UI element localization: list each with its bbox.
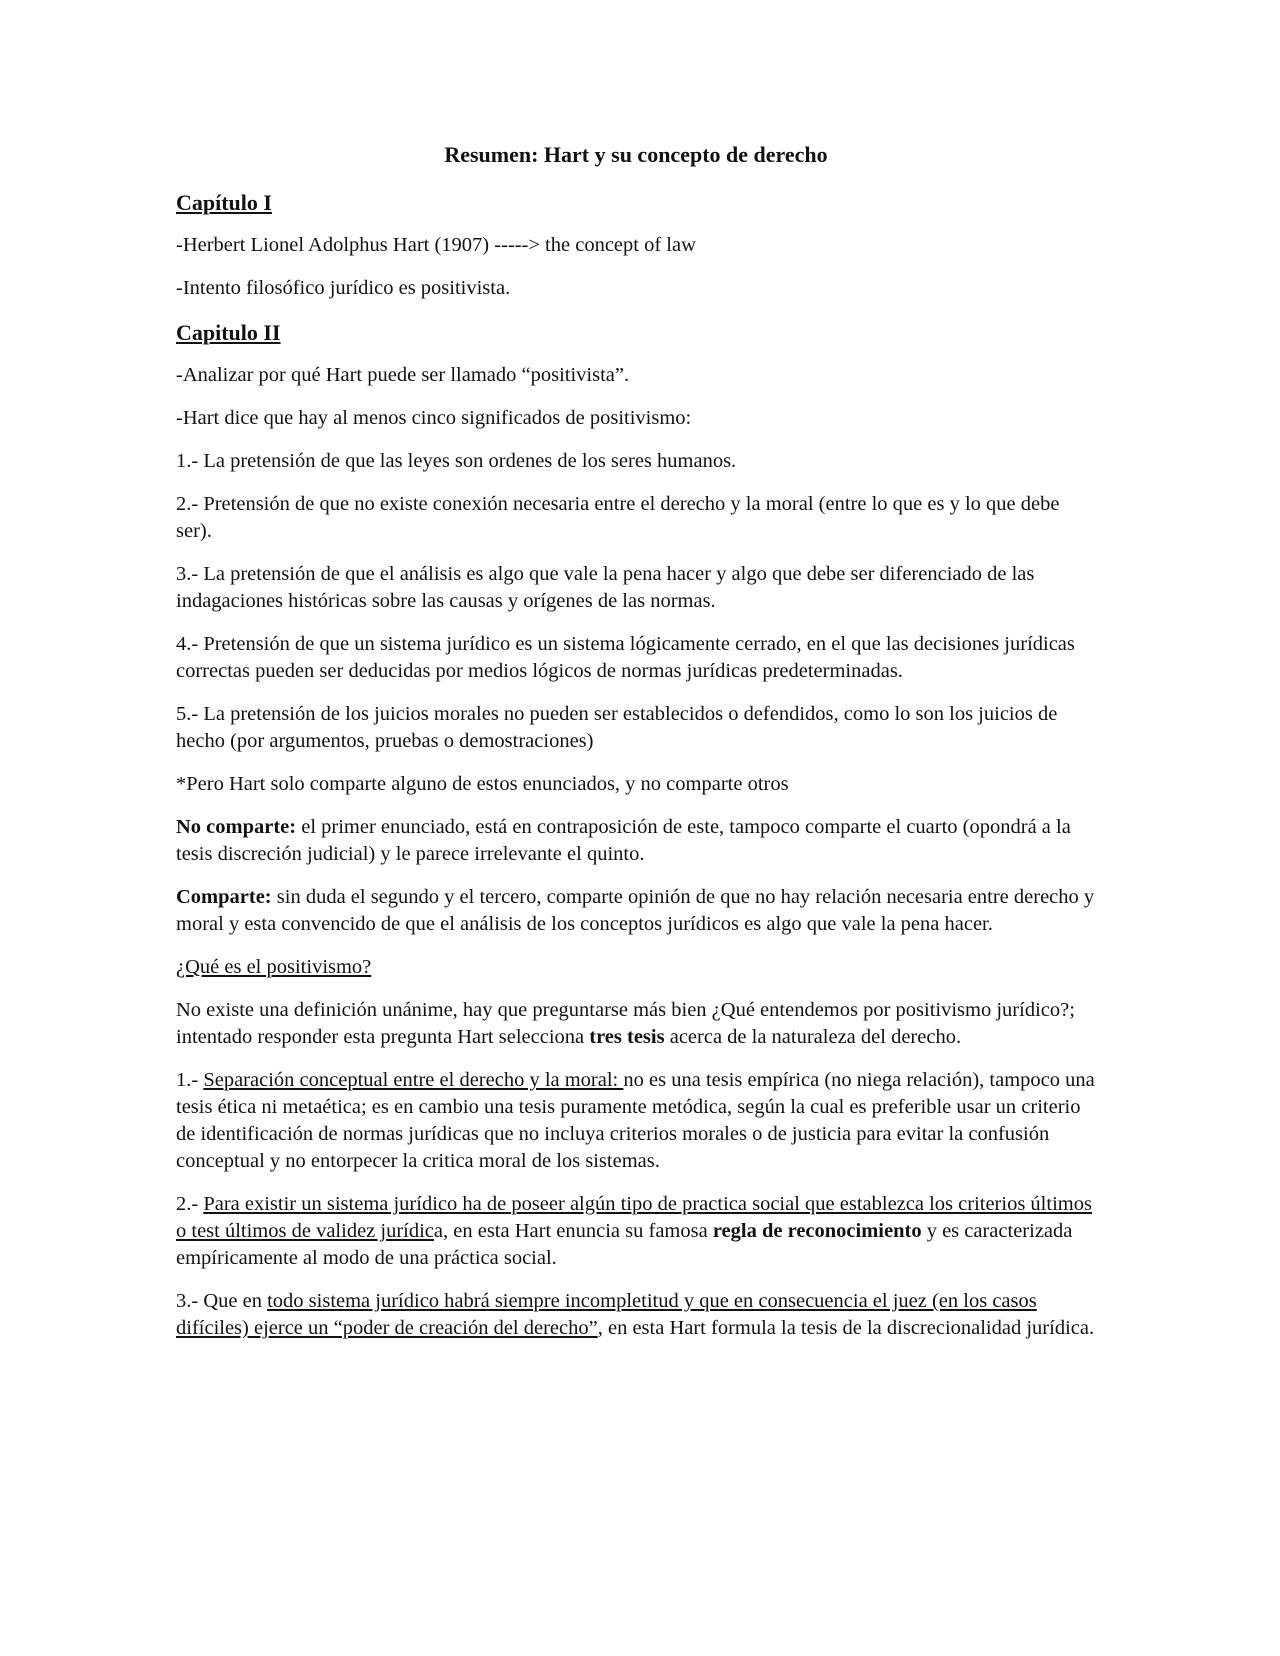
comparte-paragraph — [176, 884, 1096, 938]
document-page — [176, 140, 1096, 1358]
regla-de-reconocimiento-bold: regla de reconocimiento — [712, 1220, 922, 1242]
thesis-2-underlined: Para existir un sistema jurídico ha de poseer algún tipo de practica social que establezca los criterios últimos o test últimos de validez jurídic — [176, 1193, 1092, 1242]
thesis-3-underlined: todo sistema jurídico habrá siempre incompletitud y que en consecuencia el juez (en los casos difíciles) ejerce un “poder de creación del derecho” — [176, 1290, 1037, 1339]
comparte-text: sin duda el segundo y el tercero, comparte opinión de que no hay relación necesaria entre derecho y moral y esta convencido de que el análisis de los conceptos jurídicos es algo que vale la pena hacer. — [176, 886, 1095, 935]
answer-paragraph — [176, 997, 1096, 1051]
thesis-2-text-end: y es caracterizada empíricamente al modo de una práctica social. — [176, 1220, 1073, 1269]
thesis-1-text: no es una tesis empírica (no niega relación), tampoco una tesis ética ni metaética; es en cambio una tesis puramente metódica, según la cual es preferible usar un criterio de identificación de normas jurídicas que no incluya criterios morales o de justicia para evitar la confusión conceptual y no entorpecer la critica moral de los sistemas. — [176, 1069, 1095, 1172]
thesis-1-underlined: Separación conceptual entre el derecho y la moral: — [203, 1069, 624, 1091]
thesis-3-paragraph — [176, 1288, 1096, 1342]
meaning-item: 4.- Pretensión de que un sistema jurídico es un sistema lógicamente cerrado, en el que las decisiones jurídicas correctas pueden ser deducidas por medios lógicos de normas jurídicas predeterminadas. — [176, 633, 1075, 682]
thesis-number: 1.- — [176, 1069, 204, 1091]
no-comparte-label: No comparte: — [176, 816, 297, 838]
meaning-item: 5.- La pretensión de los juicios morales no pueden ser establecidos o defendidos, como lo son los juicios de hecho (por argumentos, pruebas o demostraciones) — [176, 703, 1058, 752]
question-text: ¿Qué es el positivismo? — [176, 956, 372, 978]
thesis-2-paragraph — [176, 1191, 1096, 1272]
chapter-1-line: -Intento filosófico jurídico es positivista. — [176, 277, 511, 299]
answer-text: No existe una definición unánime, hay que preguntarse más bien ¿Qué entendemos por positivismo jurídico?; intentado responder esta pregunta Hart selecciona — [176, 999, 1075, 1048]
question-heading — [176, 954, 1096, 981]
comparte-label: Comparte: — [176, 886, 272, 908]
intro-line: -Hart dice que hay al menos cinco significados de positivismo: — [176, 407, 692, 429]
meaning-item: 2.- Pretensión de que no existe conexión necesaria entre el derecho y la moral (entre lo que es y lo que debe ser). — [176, 493, 1060, 542]
thesis-3-text: , en esta Hart formula la tesis de la discrecionalidad jurídica. — [597, 1317, 1095, 1339]
note-line: *Pero Hart solo comparte alguno de estos enunciados, y no comparte otros — [176, 773, 789, 795]
chapter-2-heading: Capitulo II — [176, 320, 281, 345]
meaning-item: 1.- La pretensión de que las leyes son ordenes de los seres humanos. — [176, 450, 737, 472]
document-title: Resumen: Hart y su concepto de derecho — [444, 142, 828, 167]
thesis-1-paragraph — [176, 1067, 1096, 1175]
intro-line: -Analizar por qué Hart puede ser llamado “positivista”. — [176, 364, 630, 386]
chapter-1-line: -Herbert Lionel Adolphus Hart (1907) -----> the concept of law — [176, 234, 696, 256]
meaning-item: 3.- La pretensión de que el análisis es algo que vale la pena hacer y algo que debe ser diferenciado de las indagaciones históricas sobre las causas y orígenes de las normas. — [176, 563, 1035, 612]
no-comparte-text: el primer enunciado, está en contraposición de este, tampoco comparte el cuarto (opondrá a la tesis discreción judicial) y le parece irrelevante el quinto. — [176, 816, 1071, 865]
thesis-number: 2.- — [176, 1193, 204, 1215]
thesis-2-text: a, en esta Hart enuncia su famosa — [433, 1220, 713, 1242]
chapter-1-heading: Capítulo I — [176, 190, 272, 215]
tres-tesis-bold: tres tesis — [589, 1026, 665, 1048]
thesis-number: 3.- Que en — [176, 1290, 268, 1312]
answer-text-end: acerca de la naturaleza del derecho. — [664, 1026, 962, 1048]
no-comparte-paragraph — [176, 814, 1096, 868]
